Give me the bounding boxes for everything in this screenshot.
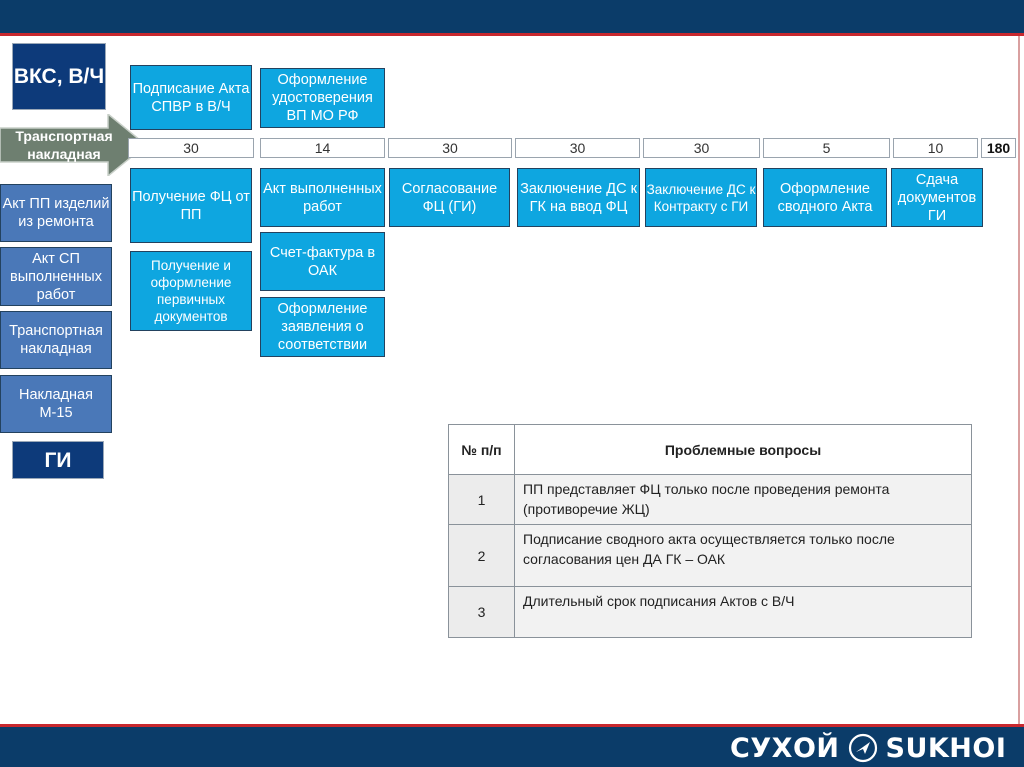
step-label: Получение ФЦ от ПП [132, 188, 250, 223]
step-label: Сдача документов ГИ [897, 171, 977, 224]
duration-value: 10 [927, 140, 944, 156]
logo-text-latin: SUKHOI [885, 732, 1007, 764]
step-label: Согласование ФЦ (ГИ) [401, 180, 498, 215]
doc-label: Накладная М-15 [19, 387, 93, 421]
timeline-cell [128, 138, 254, 158]
sukhoi-logo [730, 730, 1006, 766]
step-label: Подписание Акта СПВР в В/Ч [132, 80, 250, 115]
total-value: 180 [986, 140, 1011, 156]
table-row [449, 525, 972, 587]
duration-value: 30 [442, 140, 458, 156]
timeline-cell [643, 138, 760, 158]
doc-box-1 [0, 184, 112, 242]
step-box-summary-act [763, 168, 887, 227]
step-label: Оформление сводного Акта [777, 180, 873, 215]
step-box-conformity [260, 297, 385, 357]
step-label: Получение и оформление первичных документов [150, 258, 232, 324]
vks-box [12, 43, 106, 110]
step-box-spvr [130, 65, 252, 130]
plane-icon [848, 733, 878, 763]
step-box-work-act [260, 168, 385, 227]
table-header-row [449, 425, 972, 475]
header-num: № п/п [449, 425, 515, 475]
doc-box-4 [0, 375, 112, 433]
duration-value: 30 [693, 140, 710, 156]
step-label: Заключение ДС к Контракту с ГИ [646, 181, 756, 214]
timeline-cell [515, 138, 640, 158]
row-text: Длительный срок подписания Актов с В/Ч [515, 587, 972, 638]
step-box-ds-contract [645, 168, 757, 227]
logo-text-cyrillic: СУХОЙ [730, 732, 840, 764]
right-border-line [1018, 36, 1020, 724]
timeline-total [981, 138, 1016, 158]
vks-label: ВКС, В/Ч [13, 65, 105, 88]
table-row [449, 475, 972, 525]
row-text: ПП представляет ФЦ только после проведения ремонта (противоречие ЖЦ) [515, 475, 972, 525]
header-issues: Проблемные вопросы [515, 425, 972, 475]
gi-box [12, 441, 104, 479]
step-box-vp-certificate [260, 68, 385, 128]
step-label: Счет-фактура в ОАК [269, 244, 376, 279]
doc-label: Транспортная накладная [9, 323, 103, 357]
row-num: 1 [449, 475, 515, 525]
step-label: Оформление удостоверения ВП МО РФ [272, 72, 373, 124]
row-num: 3 [449, 587, 515, 638]
step-box-fc-approval [389, 168, 510, 227]
row-text: Подписание сводного акта осуществляется только после согласования цен ДА ГК – ОАК [515, 525, 972, 587]
timeline-cell [388, 138, 512, 158]
duration-value: 5 [822, 140, 831, 156]
duration-value: 30 [183, 140, 199, 156]
step-box-docs-delivery [891, 168, 983, 227]
timeline-cell [260, 138, 385, 158]
step-box-ds-gk [517, 168, 640, 227]
gi-label: ГИ [44, 448, 72, 472]
doc-label: Акт ПП изделий из ремонта [2, 196, 110, 230]
step-box-invoice [260, 232, 385, 291]
duration-value: 30 [569, 140, 586, 156]
arrow-label: Транспортная накладная [15, 128, 113, 162]
doc-label: Акт СП выполненных работ [10, 250, 102, 303]
timeline-bar [128, 138, 1018, 158]
step-box-fc-receive [130, 168, 252, 243]
doc-box-3 [0, 311, 112, 369]
header-accent-line [0, 33, 1024, 36]
step-label: Заключение ДС к ГК на ввод ФЦ [520, 180, 637, 215]
step-label: Акт выполненных работ [263, 180, 382, 215]
step-label: Оформление заявления о соответствии [277, 301, 368, 353]
issues-table [448, 424, 972, 638]
duration-value: 14 [314, 140, 331, 156]
header-bar [0, 0, 1024, 33]
doc-box-2 [0, 247, 112, 306]
step-box-primary-docs [130, 251, 252, 331]
timeline-cell [763, 138, 890, 158]
row-num: 2 [449, 525, 515, 587]
table-row [449, 587, 972, 638]
timeline-cell [893, 138, 978, 158]
